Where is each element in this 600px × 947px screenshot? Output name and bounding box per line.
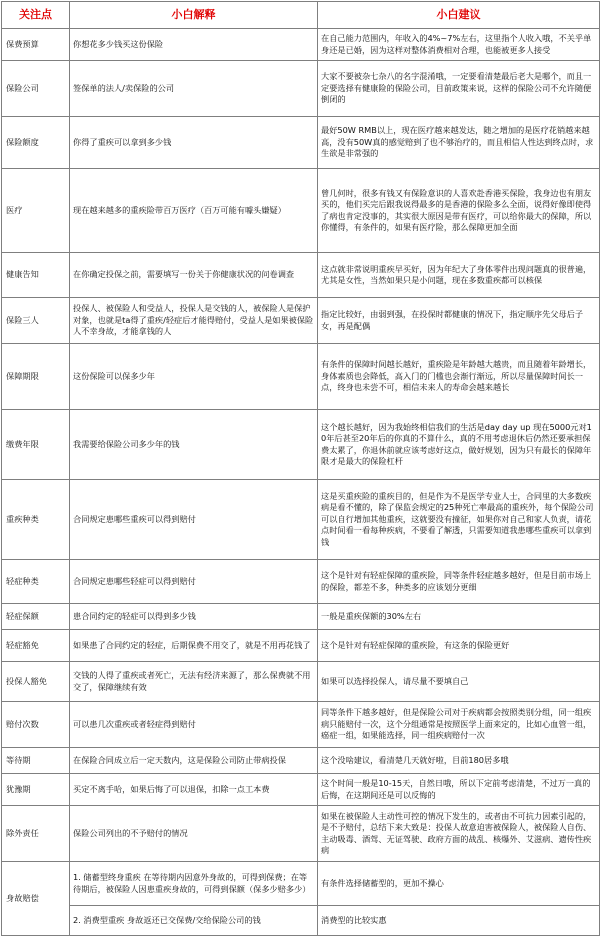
- insurance-guide-table: [1, 1, 600, 936]
- row-label: 保险公司: [2, 61, 70, 117]
- row-explain: 如果患了合同约定的轻症，后期保费不用交了，就是不用再花钱了: [70, 630, 318, 662]
- table-row: [2, 748, 600, 774]
- table-row: [2, 630, 600, 662]
- row-explain: 在你确定投保之前，需要填写一份关于你健康状况的问卷调查: [70, 253, 318, 298]
- table-row: [2, 29, 600, 61]
- row-explain: 在保险合同成立后一定天数内，这是保险公司防止带病投保: [70, 748, 318, 774]
- row-label: 赔付次数: [2, 702, 70, 748]
- row-advice: 这个是针对有轻症保障的重疾险，有这条的保险更好: [318, 630, 600, 662]
- row-label: 重疾种类: [2, 480, 70, 560]
- row-label: 医疗: [2, 169, 70, 253]
- table-row: [2, 702, 600, 748]
- header-advice: 小白建议: [318, 2, 600, 29]
- row-label: 保障期限: [2, 344, 70, 410]
- row-advice: 在自己能力范围内，年收入的4%~7%左右，这里指个人收入哦，不关乎单身还是已婚，因为这样对整体消费相对合理，也能被更多人接受: [318, 29, 600, 61]
- table-row: [2, 253, 600, 298]
- row-label: 轻症种类: [2, 560, 70, 604]
- row-advice: 最好50W RMB以上，现在医疗越来越发达，随之增加的是医疗花销越来越高，没有50W真的感觉赔到了也不够治疗的，而且相信人性达到终点时，求生欲是非常强的: [318, 117, 600, 169]
- table-row: [2, 344, 600, 410]
- row-advice: 这个越长越好，因为我始终相信我们的生活是day day up 现在5000元对10年后甚至20年后的你真的不算什么，真的不用考虑退休后仍然还要承担保费太累了，你退休前就应该考虑好这点，做好规划，因为只有最长的保障年限才是最大的保险杠杆: [318, 410, 600, 480]
- row-advice: 一般是重疾保额的30%左右: [318, 604, 600, 630]
- row-advice: 指定比较好，由弱到强，在投保时都健康的情况下，指定顺序先父母后子女，再是配偶: [318, 298, 600, 344]
- row-explain: 投保人、被保险人和受益人，投保人是交钱的人，被保险人是保护对象，也就是ta得了重疾/轻症后才能得赔付，受益人是如果被保险人不幸身故，才能拿钱的人: [70, 298, 318, 344]
- header-row: [2, 2, 600, 29]
- row-label: 等待期: [2, 748, 70, 774]
- row-explain: 患合同约定的轻症可以得到多少钱: [70, 604, 318, 630]
- row-explain: 可以患几次重疾或者轻症得到赔付: [70, 702, 318, 748]
- row-explain: 现在越来越多的重疾险带百万医疗（百万可能有噱头嫌疑）: [70, 169, 318, 253]
- row-label: 除外责任: [2, 806, 70, 862]
- header-focus: 关注点: [2, 2, 70, 29]
- row-advice: 有条件的保障时间越长越好，重疾险是年龄越大越贵，而且随着年龄增长，身体素质也会降低，高入门的门槛也会渐行渐远，所以尽量保障时间长一点，终身也未尝不可，相信未来人的寿命会越来越长: [318, 344, 600, 410]
- table-row-death-benefit-1: [2, 862, 600, 906]
- table-row: [2, 560, 600, 604]
- table-row: [2, 604, 600, 630]
- table-row-death-benefit-2: [2, 906, 600, 936]
- row-advice: 这个没啥建议，看清楚几天就好啦，目前180居多哦: [318, 748, 600, 774]
- row-explain: 1. 储蓄型终身重疾 在等待期内因意外身故的，可得到保费；在等待期后，被保险人因患重疾身故的，可得到保额（保多少赔多少）: [70, 862, 318, 906]
- table-row: [2, 774, 600, 806]
- row-explain: 这份保险可以保多少年: [70, 344, 318, 410]
- row-label: 身故赔偿: [2, 862, 70, 936]
- table-row: [2, 480, 600, 560]
- row-advice: 如果在被保险人主动性可控的情况下发生的，或者由不可抗力因素引起的，是不予赔付，总结下来大致是：投保人故意迫害被保险人，被保险人自伤、主动吸毒、酒驾、无证驾驶、政府方面的战乱、核爆外、艾滋病、遗传性疾病: [318, 806, 600, 862]
- row-advice: 这点就非常说明重疾早买好，因为年纪大了身体零件出现问题真的很普遍，尤其是女性，当然如果只是小问题，现在多数重疾都可以核保: [318, 253, 600, 298]
- row-explain: 你得了重疾可以拿到多少钱: [70, 117, 318, 169]
- row-label: 保费预算: [2, 29, 70, 61]
- row-label: 犹豫期: [2, 774, 70, 806]
- row-advice: 这个时间一般是10-15天，自然日哦，所以下定前考虑清楚，不过万一真的后悔，在这期间还是可以反悔的: [318, 774, 600, 806]
- row-label: 缴费年限: [2, 410, 70, 480]
- row-explain: 签保单的法人/卖保险的公司: [70, 61, 318, 117]
- table-row: [2, 117, 600, 169]
- row-advice: 消费型的比较实惠: [318, 906, 600, 936]
- row-explain: 保险公司列出的不予赔付的情况: [70, 806, 318, 862]
- table-row: [2, 169, 600, 253]
- row-advice: 有条件选择储蓄型的，更加不操心: [318, 862, 600, 906]
- row-explain: 买定不离手哈，如果后悔了可以退保，扣除一点工本费: [70, 774, 318, 806]
- row-explain: 我需要给保险公司多少年的钱: [70, 410, 318, 480]
- table-row: [2, 298, 600, 344]
- row-label: 投保人豁免: [2, 662, 70, 702]
- row-explain: 交钱的人得了重疾或者死亡，无法有经济来源了，那么保费就不用交了，保障继续有效: [70, 662, 318, 702]
- table-row: [2, 61, 600, 117]
- row-explain: 2. 消费型重疾 身故返还已交保费/交给保险公司的钱: [70, 906, 318, 936]
- row-explain: 合同规定患哪些轻症可以得到赔付: [70, 560, 318, 604]
- row-label: 保险三人: [2, 298, 70, 344]
- header-explain: 小白解释: [70, 2, 318, 29]
- row-label: 健康告知: [2, 253, 70, 298]
- row-advice: 曾几何时，很多有钱又有保险意识的人喜欢赴香港买保险，我身边也有朋友买的，他们买完后跟我说得最多的是香港的保险多么全面，说得好像即使得了病也肯定没事的，其实很大原因是带有医疗，可以给你最大的保障，所以你懂得，有条件的，如果有医疗险，那么保障更加全面: [318, 169, 600, 253]
- row-advice: 这是买重疾险的重疾目的，但是作为不是医学专业人士，合同里的大多数疾病是看不懂的，除了保监会规定的25种死亡率最高的重疾外，每个保险公司可以自行增加其他重疾，这就要没有撞征，如果你对自己和家人负责，请花点时间看一看每种疾病，不要看了解透，只需要知道我患哪些重疾可以拿到钱: [318, 480, 600, 560]
- row-advice: 大家不要被杂七杂八的名字混淆哦，一定要看清楚最后老大是哪个，而且一定要选择有健康险的保险公司，目前政策来说，这样的保险公司不允许随便倒闭的: [318, 61, 600, 117]
- row-label: 轻症豁免: [2, 630, 70, 662]
- table-row: [2, 662, 600, 702]
- row-advice: 这个是针对有轻症保障的重疾险，同等条件轻症越多越好，但是目前市场上的保险，都差不多，种类多的应该划分更细: [318, 560, 600, 604]
- row-label: 轻症保额: [2, 604, 70, 630]
- row-label: 保险额度: [2, 117, 70, 169]
- row-advice: 同等条件下越多越好，但是保险公司对于疾病都会按照类别分组，同一组疾病只能赔付一次，这个分组通常是按照医学上面来定的，比如心血管一组，癌症一组，如果能选择，同一组疾病赔付一次: [318, 702, 600, 748]
- row-explain: 你想花多少钱买这份保险: [70, 29, 318, 61]
- table-row: [2, 806, 600, 862]
- row-explain: 合同规定患哪些重疾可以得到赔付: [70, 480, 318, 560]
- table-row: [2, 410, 600, 480]
- row-advice: 如果可以选择投保人，请尽量不要填自己: [318, 662, 600, 702]
